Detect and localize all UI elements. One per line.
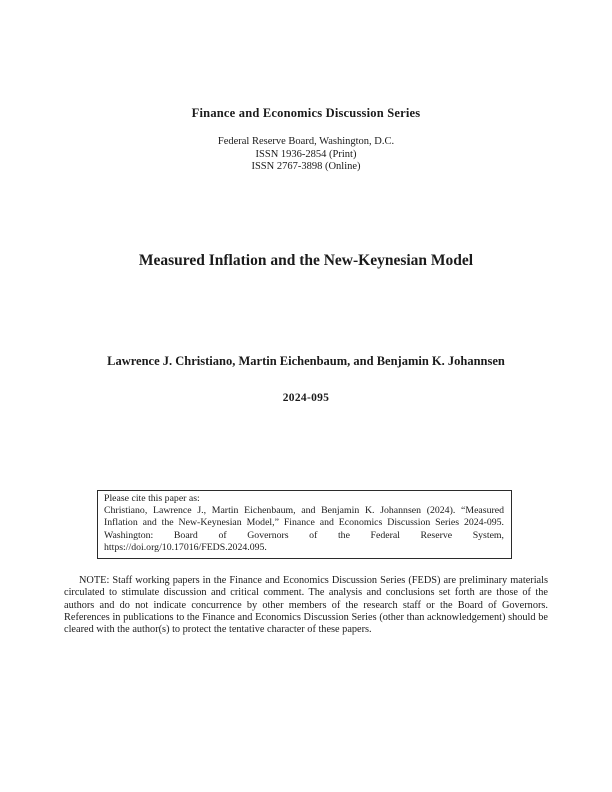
issn-print: ISSN 1936-2854 (Print) bbox=[255, 149, 357, 160]
citation-label: Please cite this paper as: bbox=[104, 493, 200, 504]
issn-online: ISSN 2767-3898 (Online) bbox=[251, 161, 361, 172]
authors-line: Lawrence J. Christiano, Martin Eichenbaum, and Benjamin K. Johannsen bbox=[107, 354, 505, 368]
paper-number: 2024-095 bbox=[282, 392, 330, 404]
note-paragraph: NOTE: Staff working papers in the Finance and Economics Discussion Series (FEDS) are preliminary materials circulated to stimulate discussion and critical comment. The analysis and conclusions set forth are those of the authors and do not indicate concurrence by other members of the research staff or the Board of Governors. References in publications to the Finance and Economics Discussion Series (other than acknowledgement) should be cleared with the author(s) to protect the tentative character of these papers. bbox=[64, 575, 548, 636]
citation-box bbox=[97, 490, 512, 559]
paper-title: Measured Inflation and the New-Keynesian Model bbox=[138, 252, 474, 269]
institution-line: Federal Reserve Board, Washington, D.C. bbox=[217, 136, 395, 147]
series-title: Finance and Economics Discussion Series bbox=[191, 106, 421, 120]
citation-text: Christiano, Lawrence J., Martin Eichenbaum, and Benjamin K. Johannsen (2024). “Measured Inflation and the New-Keynesian Model,” Finance and Economics Discussion Series 2024-095. Washington: Board of Governors of the Federal Reserve System, https://doi.org/10.17016/FEDS.2024.095. bbox=[104, 505, 504, 553]
